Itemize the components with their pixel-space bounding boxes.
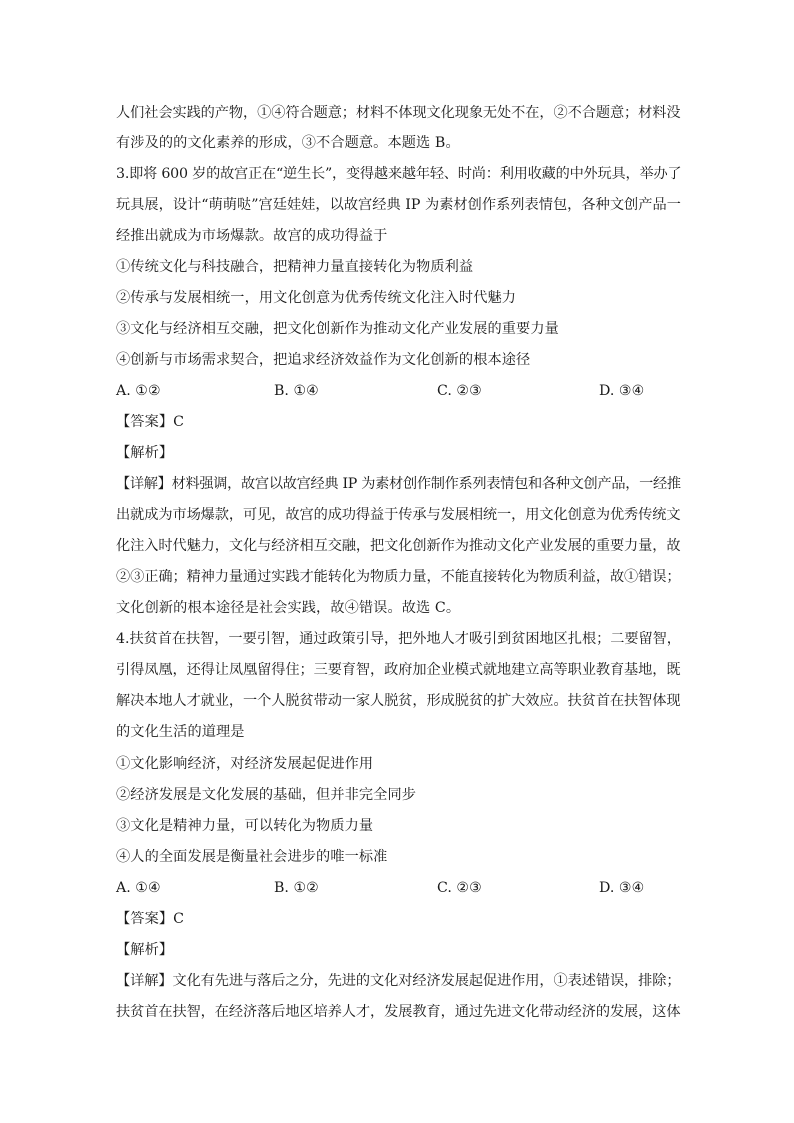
question-3-stem: 玩具展，设计“萌萌哒”宫廷娃娃，以故宫经典 IP 为素材创作系列表情包，各种文创产品一 — [116, 197, 681, 213]
explanation-line: ②③正确；精神力量通过实践才能转化为物质力量，不能直接转化为物质利益，故①错误； — [116, 569, 681, 585]
explanation-line: 文化创新的根本途径是社会实践，故④错误。故选 C。 — [116, 600, 461, 616]
explanation-line: 出就成为市场爆款，可见，故宫的成功得益于传承与发展相统一，用文化创意为优秀传统文 — [116, 507, 681, 523]
explanation-line: 扶贫首在扶智，在经济落后地区培养人才，发展教育，通过先进文化带动经济的发展，这体 — [116, 1004, 681, 1020]
statement-4: ④人的全面发展是衡量社会进步的唯一标准 — [116, 849, 388, 865]
option-b: B. ①② — [274, 880, 319, 896]
explanation-line: 【详解】文化有先进与落后之分，先进的文化对经济发展起促进作用，①表述错误，排除； — [116, 973, 681, 989]
question-3-stem: 经推出就成为市场爆款。故宫的成功得益于 — [116, 228, 388, 244]
option-a: A. ①④ — [116, 880, 161, 896]
option-d: D. ③④ — [599, 383, 645, 399]
statement-1: ①文化影响经济，对经济发展起促进作用 — [116, 756, 374, 772]
option-c: C. ②③ — [437, 880, 482, 896]
statement-3: ③文化是精神力量，可以转化为物质力量 — [116, 818, 374, 834]
option-b: B. ①④ — [274, 383, 319, 399]
text-line: 人们社会实践的产物，①④符合题意；材料不体现文化现象无处不在，②不合题意；材料没 — [116, 105, 681, 121]
option-c: C. ②③ — [437, 383, 482, 399]
statement-2: ②传承与发展相统一，用文化创意为优秀传统文化注入时代魅力 — [116, 290, 517, 306]
explanation-line: 化注入时代魅力，文化与经济相互交融，把文化创新作为推动文化产业发展的重要力量，故 — [116, 538, 681, 554]
text-line: 有涉及的的文化素养的形成，③不合题意。本题选 B。 — [116, 135, 460, 151]
option-a: A. ①② — [116, 383, 161, 399]
question-4-stem: 4.扶贫首在扶智，一要引智，通过政策引导，把外地人才吸引到贫困地区扎根；二要留智， — [116, 631, 681, 647]
statement-4: ④创新与市场需求契合，把追求经济效益作为文化创新的根本途径 — [116, 352, 531, 368]
statement-2: ②经济发展是文化发展的基础，但并非完全同步 — [116, 787, 417, 803]
analysis-label: 【解析】 — [116, 942, 174, 958]
option-d: D. ③④ — [599, 880, 645, 896]
answer-label: 【答案】C — [116, 911, 185, 927]
question-4-stem: 引得凤凰，还得让凤凰留得住；三要育智，政府加企业模式就地建立高等职业教育基地，既 — [116, 662, 681, 678]
question-4-stem: 的文化生活的道理是 — [116, 724, 245, 740]
explanation-line: 【详解】材料强调，故宫以故宫经典 IP 为素材创作制作系列表情包和各种文创产品，一经推 — [116, 476, 681, 492]
answer-label: 【答案】C — [116, 414, 185, 430]
statement-3: ③文化与经济相互交融，把文化创新作为推动文化产业发展的重要力量 — [116, 321, 559, 337]
question-3-stem: 3.即将 600 岁的故宫正在“逆生长”，变得越来越年轻、时尚：利用收藏的中外玩具，举办了 — [116, 166, 682, 182]
analysis-label: 【解析】 — [116, 445, 174, 461]
question-4-stem: 解决本地人才就业，一个人脱贫带动一家人脱贫，形成脱贫的扩大效应。扶贫首在扶智体现 — [116, 693, 681, 709]
statement-1: ①传统文化与科技融合，把精神力量直接转化为物质利益 — [116, 259, 474, 275]
